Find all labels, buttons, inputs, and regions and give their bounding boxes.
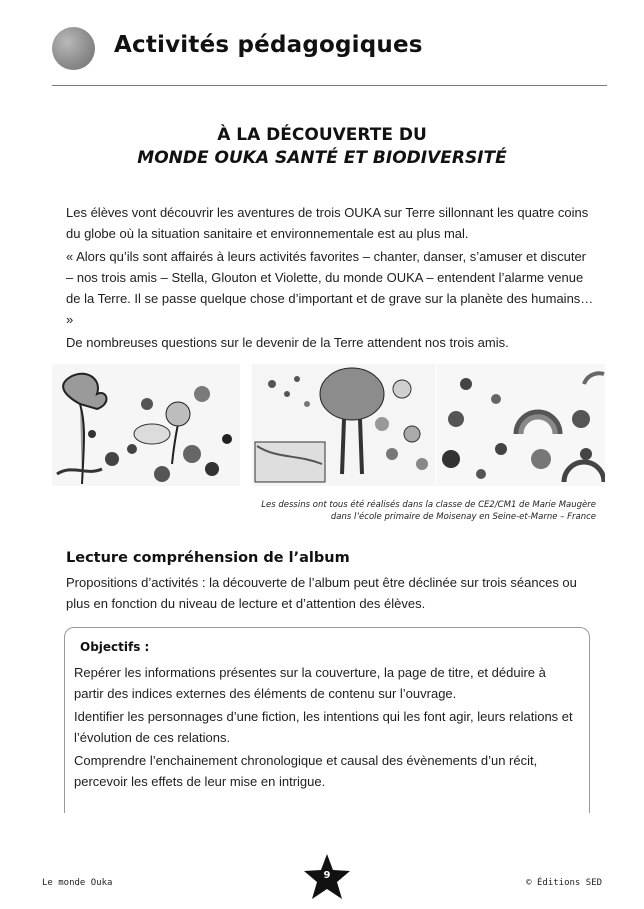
children-drawings — [52, 364, 605, 486]
objective-item: Repérer les informations présentes sur la couverture, la page de titre, et déduire à partir des indices externes des éléments de contenu sur l’ouvrage. — [74, 665, 546, 701]
page-number: 9 — [323, 870, 331, 881]
drawing-1-image — [52, 364, 240, 486]
caption-line: dans l’école primaire de Moisenay en Seine-et-Marne – France — [330, 512, 596, 522]
drawing-2 — [252, 364, 435, 486]
header-divider — [52, 85, 607, 86]
footer-book-title: Le monde Ouka — [42, 878, 113, 888]
section-title-line2: MONDE OUKA SANTÉ ET BIODIVERSITÉ — [137, 148, 507, 168]
objectives-list — [74, 662, 579, 794]
lecture-heading: Lecture compréhension de l’album — [66, 550, 350, 566]
intro-paragraph: Les élèves vont découvrir les aventures de trois OUKA sur Terre sillonnant les quatre coins du globe où la situation sanitaire et environnementale est au plus mal. — [66, 205, 589, 241]
intro-paragraph: De nombreuses questions sur le devenir de la Terre attendent nos trois amis. — [66, 335, 509, 350]
drawings-caption — [150, 499, 596, 523]
objectives-label: Objectifs : — [80, 640, 150, 654]
section-title — [0, 124, 644, 170]
lecture-text: Propositions d’activités : la découverte de l’album peut être déclinée sur trois séances ou plus en fonction du niveau de lecture et d’attention des élèves. — [66, 575, 577, 611]
drawing-3-image — [436, 364, 605, 486]
header-circle-decoration — [52, 27, 95, 70]
drawing-1 — [52, 364, 240, 486]
drawing-2-image — [252, 364, 435, 486]
intro-paragraph: « Alors qu’ils sont affairés à leurs activités favorites – chanter, danser, s’amuser et discuter – nos trois amis – Stella, Glouton et Violette, du monde OUKA – entendent l’alarme venue de la Terre. Il se passe quelque chose d’important et de grave sur la planète des humains… » — [66, 249, 594, 327]
objective-item: Identifier les personnages d’une fiction, les intentions qui les font agir, leurs relations et l’évolution de ces relations. — [74, 709, 573, 745]
drawing-3 — [436, 364, 605, 486]
objective-item: Comprendre l’enchainement chronologique et causal des évènements d’un récit, percevoir les effets de leur mise en intrigue. — [74, 753, 538, 789]
section-title-line1: À LA DÉCOUVERTE DU — [217, 125, 427, 145]
intro-text — [66, 202, 596, 355]
caption-line: Les dessins ont tous été réalisés dans la classe de CE2/CM1 de Marie Maugère — [261, 500, 596, 510]
page-title: Activités pédagogiques — [114, 32, 423, 58]
footer-publisher: © Éditions SED — [526, 878, 602, 888]
